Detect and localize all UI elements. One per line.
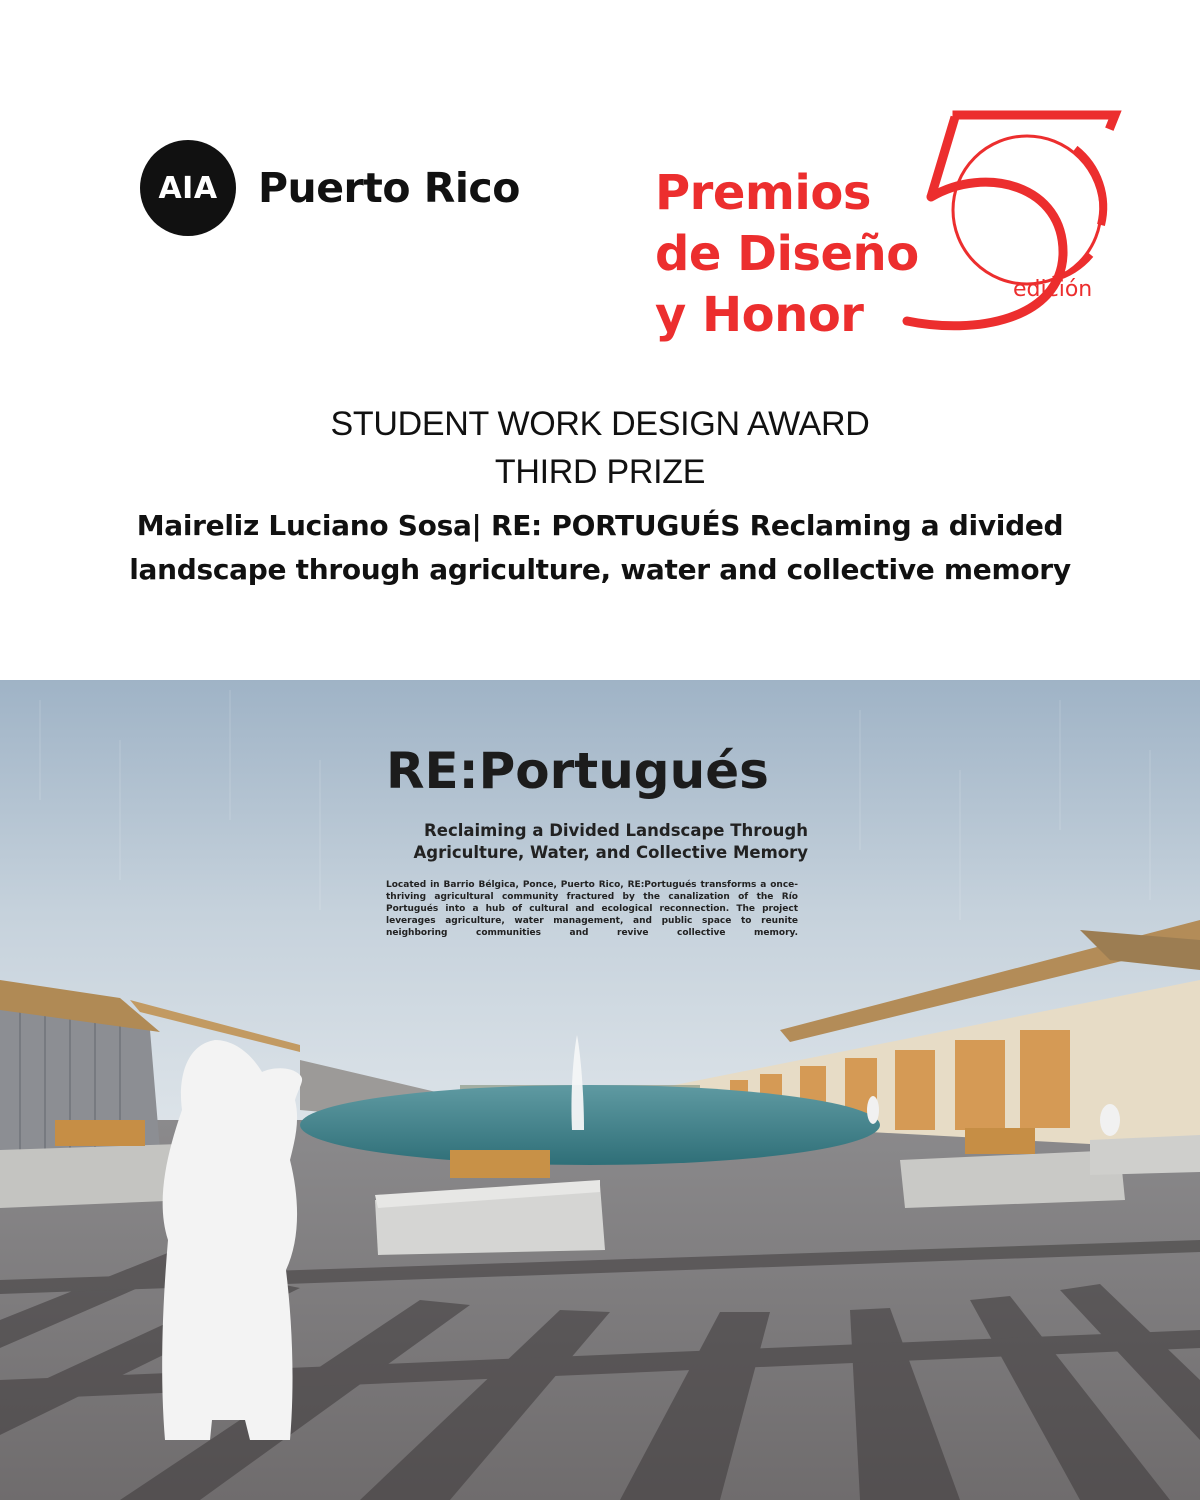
- author-project-line: [0, 504, 1200, 592]
- premios-title: [655, 163, 919, 346]
- aia-chapter-name: Puerto Rico: [258, 164, 520, 212]
- award-prize: THIRD PRIZE: [494, 453, 706, 491]
- rendering-description: Located in Barrio Bélgica, Ponce, Puerto Rico, RE:Portugués transforms a once-thriving agricultural community fractured by the canalization of the Río Portugués into a hub of cultural and ecological reconnection. The project leverages agriculture, water management, and public space to reunite neighboring communities and revive collective memory.: [386, 880, 798, 938]
- project-tagline-part2: landscape through agriculture, water and collective memory: [129, 553, 1071, 586]
- edition-label: edición: [1013, 277, 1093, 302]
- rendering-subtitle-line-1: Reclaiming a Divided Landscape Through: [424, 821, 808, 840]
- rendering-title: RE:Portugués: [386, 742, 769, 800]
- rendering-subtitle: [388, 820, 808, 864]
- aia-circle-mark: [140, 140, 236, 236]
- award-category: STUDENT WORK DESIGN AWARD: [330, 405, 870, 443]
- premios-line-3: y Honor: [655, 287, 864, 343]
- premios-line-2: de Diseño: [655, 226, 919, 282]
- author-name: Maireliz Luciano Sosa|: [136, 509, 482, 542]
- premios-line-1: Premios: [655, 165, 871, 221]
- project-rendering: [0, 680, 1200, 1500]
- plaza-rendering-image: [0, 680, 1200, 1500]
- premios-logo: [655, 105, 1125, 345]
- project-name: RE: PORTUGUÉS: [490, 509, 741, 542]
- rendering-subtitle-line-2: Agriculture, Water, and Collective Memory: [413, 843, 808, 862]
- aia-mark-text: AIA: [158, 170, 218, 206]
- aia-puerto-rico-logo: [140, 140, 520, 236]
- project-tagline-part1: Reclaming a divided: [749, 509, 1064, 542]
- award-info: [0, 400, 1200, 592]
